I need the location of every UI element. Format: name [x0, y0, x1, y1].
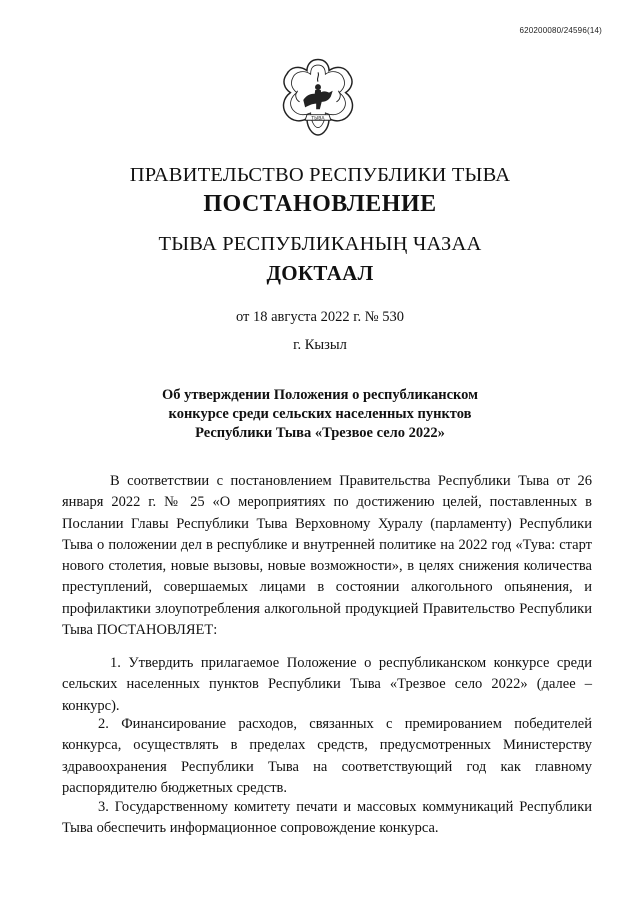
decree-city: г. Кызыл: [293, 337, 347, 353]
emblem-ribbon-text: ТЫВА: [311, 116, 325, 122]
decree-date-number: от 18 августа 2022 г. № 530: [235, 309, 405, 325]
document-id: 620200080/24596(14): [519, 26, 602, 35]
item-paragraph-1: 1. Утвердить прилагаемое Положение о республиканском конкурсе среди сельских населенных пунктов Республики Тыва «Трезвое село 2022» (далее – конкурс).: [62, 655, 592, 714]
government-title-tuvan: ТЫВА РЕСПУБЛИКАНЫҢ ЧАЗАА: [158, 233, 482, 255]
subject-line: Республики Тыва «Трезвое село 2022»: [195, 425, 445, 441]
decree-heading-tuvan: ДОКТААЛ: [266, 261, 374, 285]
item-paragraph-2: 2. Финансирование расходов, связанных с премированием победителей конкурса, осуществлять в пределах средств, предусмотренных Министерству здравоохранения Республики Тыва на соответствующий год как главному распорядителю бюджетных средств.: [62, 716, 592, 796]
government-title: ПРАВИТЕЛЬСТВО РЕСПУБЛИКИ ТЫВА: [129, 164, 511, 186]
item-paragraph-3: 3. Государственному комитету печати и массовых коммуникаций Республики Тыва обеспечить информационное сопровождение конкурса.: [62, 799, 592, 837]
subject-line: конкурсе среди сельских населенных пунктов: [168, 406, 472, 422]
decree-subject: [0, 386, 640, 443]
coat-of-arms-icon: [272, 54, 364, 146]
subject-line: Об утверждении Положения о республиканском: [161, 387, 479, 403]
preamble-paragraph: В соответствии с постановлением Правительства Республики Тыва от 26 января 2022 г. № 25 «О мероприятиях по достижению целей, поставленных в Послании Главы Республики Тыва Верховному Хуралу (парламенту) Республики Тыва о положении дел в республике и внутренней политике на 2022 год «Тува: старт нового столетия, новые вызовы, новые возможности», в целях снижения количества преступлений, совершаемых лицами в состоянии алкогольного опьянения, и профилактики злоупотребления алкогольной продукцией Правительство Республики Тыва ПОСТАНОВЛЯЕТ:: [62, 473, 592, 639]
decree-heading: ПОСТАНОВЛЕНИЕ: [203, 191, 437, 217]
